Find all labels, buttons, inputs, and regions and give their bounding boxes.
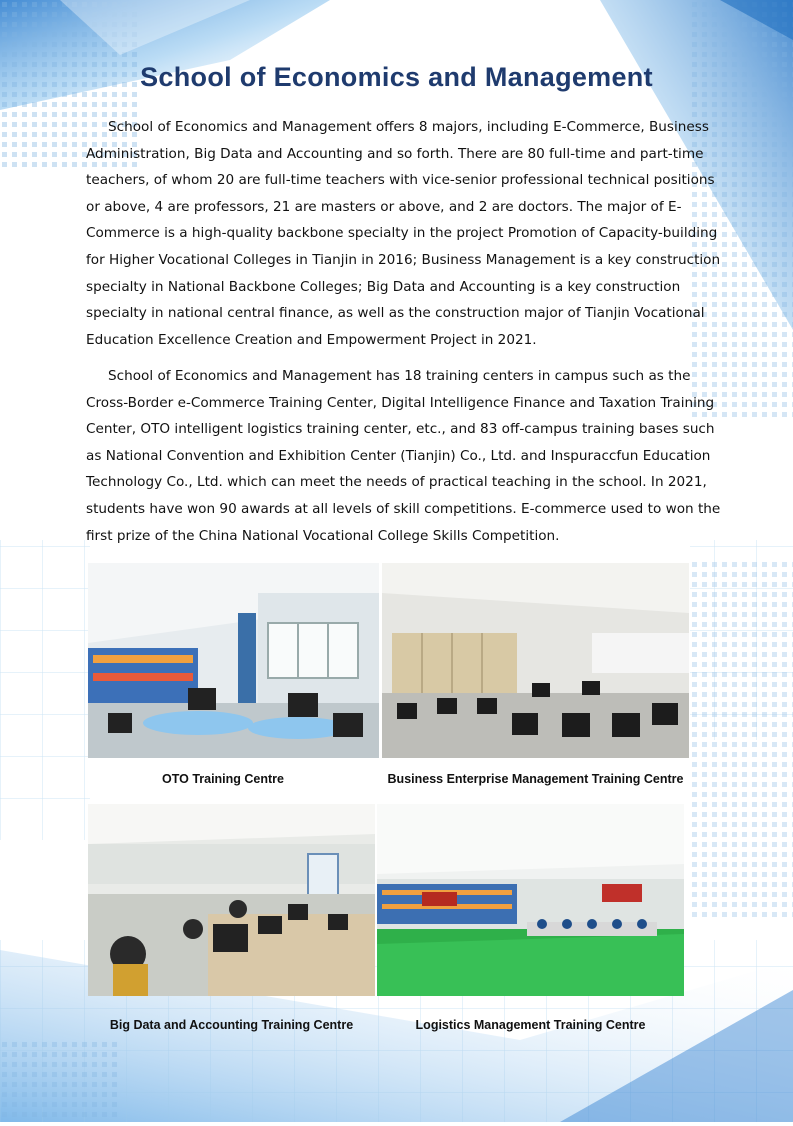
photo-oto-training-centre [88, 563, 379, 758]
photo-business-enterprise-management-training-centre [382, 563, 689, 758]
caption-big-data-accounting-training-centre: Big Data and Accounting Training Centre [109, 1018, 354, 1032]
paragraph-1 [86, 114, 722, 353]
paragraph-text: School of Economics and Management offers 8 majors, including E-Commerce, Business Administration, Big Data and Accounting and so forth. There are 80 full-time and part-time teachers, of whom 20 are full-time teachers with vice-senior professional technical positions or above, 4 are professors, 21 are masters or above, and 2 are doctors. The major of E-Commerce is a high-quality backbone specialty in the project Promotion of Capacity-building for Higher Vocational Colleges in Tianjin in 2016; Business Management is a key construction specialty in National Backbone Colleges; Big Data and Accounting is a key construction specialty in national central finance, as well as the construction major of Tianjin Vocational Education Excellence Creation and Empowerment Project in 2021. [86, 119, 721, 348]
page-title: School of Economics and Management [140, 62, 653, 92]
photo-logistics-management-training-centre [377, 804, 684, 996]
caption-logistics-management-training-centre: Logistics Management Training Centre [415, 1018, 646, 1032]
caption-business-enterprise-management-training-centre: Business Enterprise Management Training Centre [387, 772, 684, 786]
caption-oto-training-centre: OTO Training Centre [161, 772, 284, 786]
paragraph-2 [86, 363, 722, 549]
photo-big-data-accounting-training-centre [88, 804, 375, 996]
paragraph-text: School of Economics and Management has 18 training centers in campus such as the Cross-Border e-Commerce Training Center, Digital Intelligence Finance and Taxation Training Center, OTO intelligent logistics training center, etc., and 83 off-campus training bases such as National Convention and Exhibition Center (Tianjin) Co., Ltd. and Inspuraccfun Education Technology Co., Ltd. which can meet the needs of practical teaching in the school. In 2021, students have won 90 awards at all levels of skill competitions. E-commerce used to won the first prize of the China National Vocational College Skills Competition. [86, 368, 721, 544]
